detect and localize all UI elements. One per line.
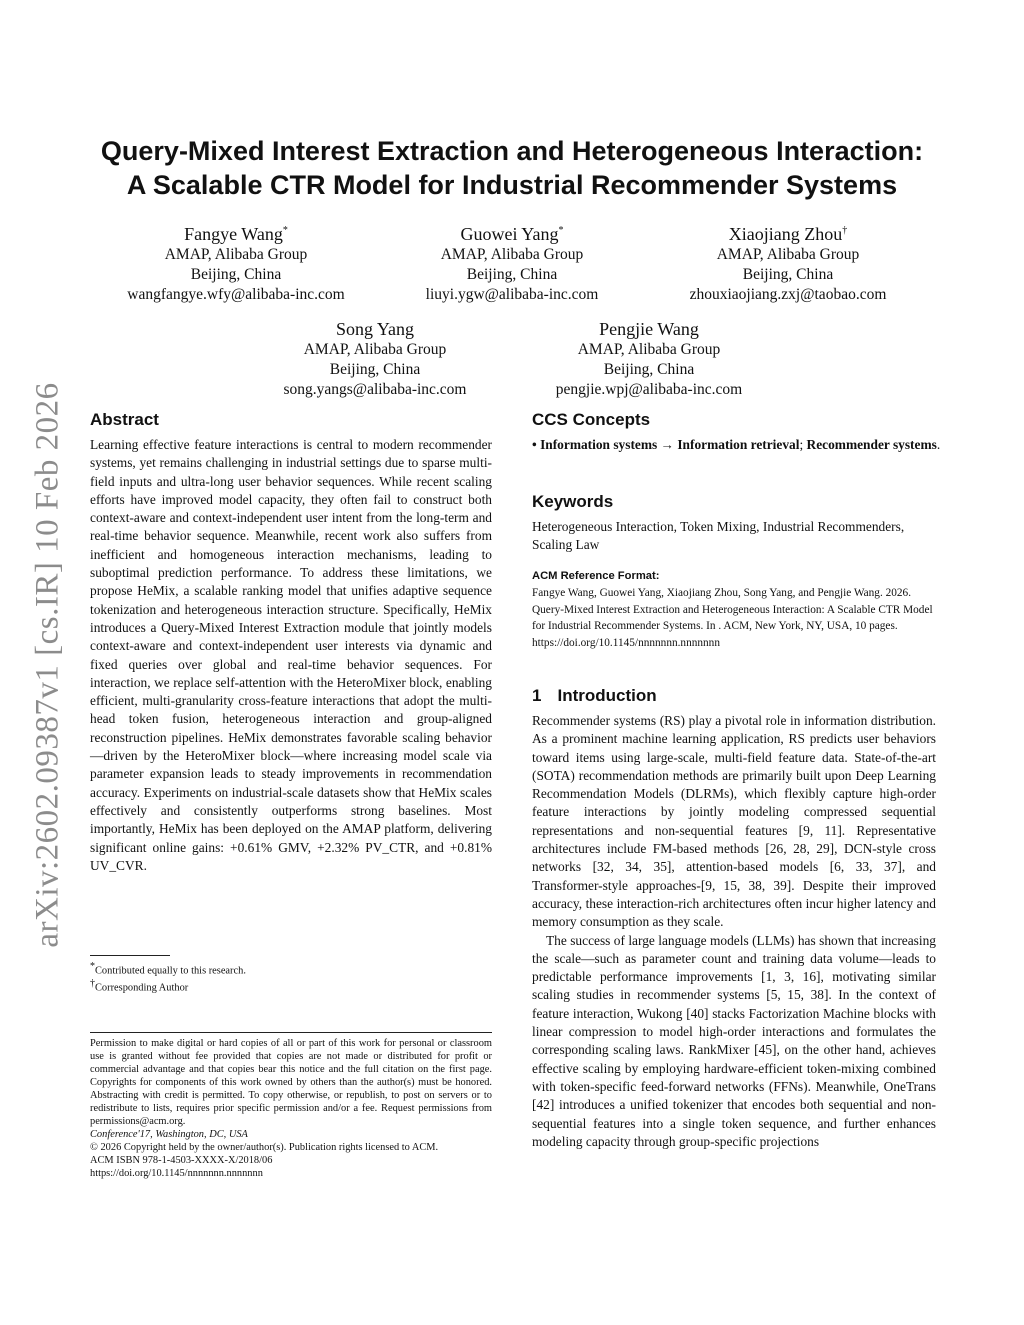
intro-heading: 1 Introduction (532, 686, 657, 705)
footnote-mark: † (90, 978, 95, 990)
acm-reference (532, 570, 944, 651)
intro-paragraph: The success of large language models (LLMs) has shown that increasing the scale—such as parameter count and training data volume—leads to predictable performance improvements [1, 3, 16], motivating similar scaling studies in recommender systems [5, 15, 38]. In the context of feature interaction, Wukong [40] stacks Factorization Machine blocks with linear compression to model high-order interactions and formulates the corresponding scaling laws. RankMixer [45], on the other hand, achieves effective scaling by employing hardware-efficient token-mixing combined with token-specific feed-forward networks (FFNs). Meanwhile, OneTrans [42] introduces a unified tokenizer that encodes both sequential and non-sequential features into a single token sequence, and further enhances modeling capacity through group-specific projections (532, 932, 936, 1149)
author-location: Beijing, China (603, 361, 695, 378)
section-number: 1 (532, 686, 542, 705)
acm-ref-heading: ACM Reference Format: (532, 570, 660, 582)
author-mark: † (842, 225, 848, 236)
author-name: Fangye Wang (184, 224, 283, 244)
author-name: Song Yang (335, 319, 415, 339)
author-email[interactable]: zhouxiaojiang.zxj@taobao.com (689, 286, 887, 303)
ccs-concepts: • Information systems → Information retrieval; Recommender systems. (532, 437, 941, 452)
author-location: Beijing, China (742, 266, 834, 283)
keywords-section (532, 492, 944, 555)
author-name: Pengjie Wang (599, 319, 699, 339)
ccs-section (532, 410, 944, 454)
keywords-text: Heterogeneous Interaction, Token Mixing, Industrial Recommenders, Scaling Law (532, 519, 905, 553)
author-location: Beijing, China (190, 266, 282, 283)
abstract-section (90, 410, 492, 875)
permission-block (90, 1037, 492, 1180)
acm-ref-text: Fangye Wang, Guowei Yang, Xiaojiang Zhou, Song Yang, and Pengjie Wang. 2026. Query-Mixed Interest Extraction and Heterogeneous Interaction: A Scalable CTR Model for Industrial Recommender Systems. In . ACM, New York, NY, USA, 10 pages. https://doi.org/10.1145/nnnnnnn.nnnnnnn (532, 587, 933, 649)
author-email[interactable]: liuyi.ygw@alibaba-inc.com (425, 286, 599, 303)
abstract-text: Learning effective feature interactions is central to modern recommender systems, yet remains challenging in industrial settings due to sparse multi-field inputs and ultra-long user behavior sequences. While recent scaling efforts have improved model capacity, they often fail to construct both context-aware and context-independent user intent from the long-term and real-time behavior sequence. Meanwhile, recent work also suffers from inefficient and homogeneous interaction mechanisms, leading to suboptimal prediction performance. To address these limitations, we propose HeMix, a scalable ranking model that unifies adaptive sequence tokenization and heterogeneous interaction structure. Specifically, HeMix introduces a Query-Mixed Interest Extraction module that jointly models context-aware and context-independent user interests via dynamic and fixed queries over global and real-time behavior sequences. For interaction, we replace self-attention with the HeteroMixer block, enabling efficient, multi-granularity cross-feature interactions that adopt the multi-head token fusion, heterogeneous interaction and group-aligned reconstruction pipelines. HeMix demonstrates favorable scaling behavior—driven by the HeteroMixer block—where increasing model scale via parameter expansion leads to steady improvements in recommendation accuracy. Experiments on industrial-scale datasets show that HeMix scales effectively and consistently outperforms strong baselines. Most importantly, HeMix has been deployed on the AMAP platform, delivering significant online gains: +0.61% GMV, +2.32% PV_CTR, and +0.81% UV_CVR. (90, 437, 492, 873)
permission-rule (90, 1032, 492, 1033)
intro-paragraph: Recommender systems (RS) play a pivotal role in information distribution. As a prominent machine learning application, RS predicts user behaviors toward items using large-scale, multi-field feature data. State-of-the-art (SOTA) recommendation methods are primarily built upon Deep Learning Recommendation Models (DLRMs), which flexibly capture high-order feature interactions by jointly modeling compressed sequential representations and non-sequential features [9, 11]. Representative architectures include FM-based methods [26, 28, 29], DCN-style cross networks [32, 34, 35], attention-based models [6, 33, 37], and Transformer-style approaches-[9, 15, 38, 39]. Despite their improved accuracy, these interaction-rich architectures often incur higher latency and memory consumption as they scale. (532, 713, 936, 930)
ccs-item: Information systems (540, 437, 658, 452)
author-email[interactable]: wangfangye.wfy@alibaba-inc.com (127, 286, 345, 303)
author-block (225, 318, 525, 400)
introduction-section (532, 686, 936, 1151)
footnote-rule (90, 955, 170, 956)
author-email[interactable]: song.yangs@alibaba-inc.com (283, 381, 467, 398)
copyright-notice: © 2026 Copyright held by the owner/author(s). Publication rights licensed to ACM. (90, 1142, 439, 1153)
footnote-corresponding: †Corresponding Author (90, 978, 189, 994)
author-affiliation: AMAP, Alibaba Group (303, 341, 447, 358)
doi-link[interactable]: https://doi.org/10.1145/nnnnnnn.nnnnnnn (90, 1168, 263, 1179)
title-line-2: A Scalable CTR Model for Industrial Recommender Systems (126, 170, 898, 200)
paper-title (80, 134, 944, 202)
footnote-mark: * (90, 961, 95, 972)
permission-text: Permission to make digital or hard copies of all or part of this work for personal or classroom use is granted without fee provided that copies are not made or distributed for profit or commercial advantage and that copies bear this notice and the full citation on the first page. Copyrights for components of this work owned by others than the author(s) must be honored. Abstracting with credit is permitted. To copy otherwise, or republish, to post on servers or to redistribute to lists, requires prior specific permission and/or a fee. Request permissions from permissions@acm.org. (90, 1038, 492, 1127)
author-location: Beijing, China (329, 361, 421, 378)
ccs-item: Information retrieval (677, 437, 800, 452)
keywords-heading: Keywords (532, 492, 614, 511)
author-block (499, 318, 799, 400)
arxiv-id: arXiv:2602.09387v1 [cs.IR] 10 Feb 2026 (29, 382, 66, 948)
author-name: Xiaojiang Zhou (728, 224, 843, 244)
author-affiliation: AMAP, Alibaba Group (440, 246, 584, 263)
author-mark: * (282, 225, 288, 236)
author-name: Guowei Yang (460, 224, 559, 244)
author-block (638, 220, 938, 305)
footnotes (90, 960, 492, 995)
ccs-item: Recommender systems (806, 437, 937, 452)
author-affiliation: AMAP, Alibaba Group (164, 246, 308, 263)
author-affiliation: AMAP, Alibaba Group (577, 341, 721, 358)
abstract-heading: Abstract (90, 410, 159, 429)
isbn: ACM ISBN 978-1-4503-XXXX-X/2018/06 (90, 1155, 273, 1166)
author-affiliation: AMAP, Alibaba Group (716, 246, 860, 263)
author-mark: * (558, 225, 564, 236)
author-email[interactable]: pengjie.wpj@alibaba-inc.com (555, 381, 743, 398)
conference-info: Conference'17, Washington, DC, USA (90, 1129, 248, 1140)
title-line-1: Query-Mixed Interest Extraction and Heterogeneous Interaction: (100, 136, 924, 166)
footnote-equal: *Contributed equally to this research. (90, 961, 246, 977)
ccs-heading: CCS Concepts (532, 410, 651, 429)
author-block (362, 220, 662, 305)
author-location: Beijing, China (466, 266, 558, 283)
author-block (86, 220, 386, 305)
arxiv-stamp (28, 380, 68, 950)
